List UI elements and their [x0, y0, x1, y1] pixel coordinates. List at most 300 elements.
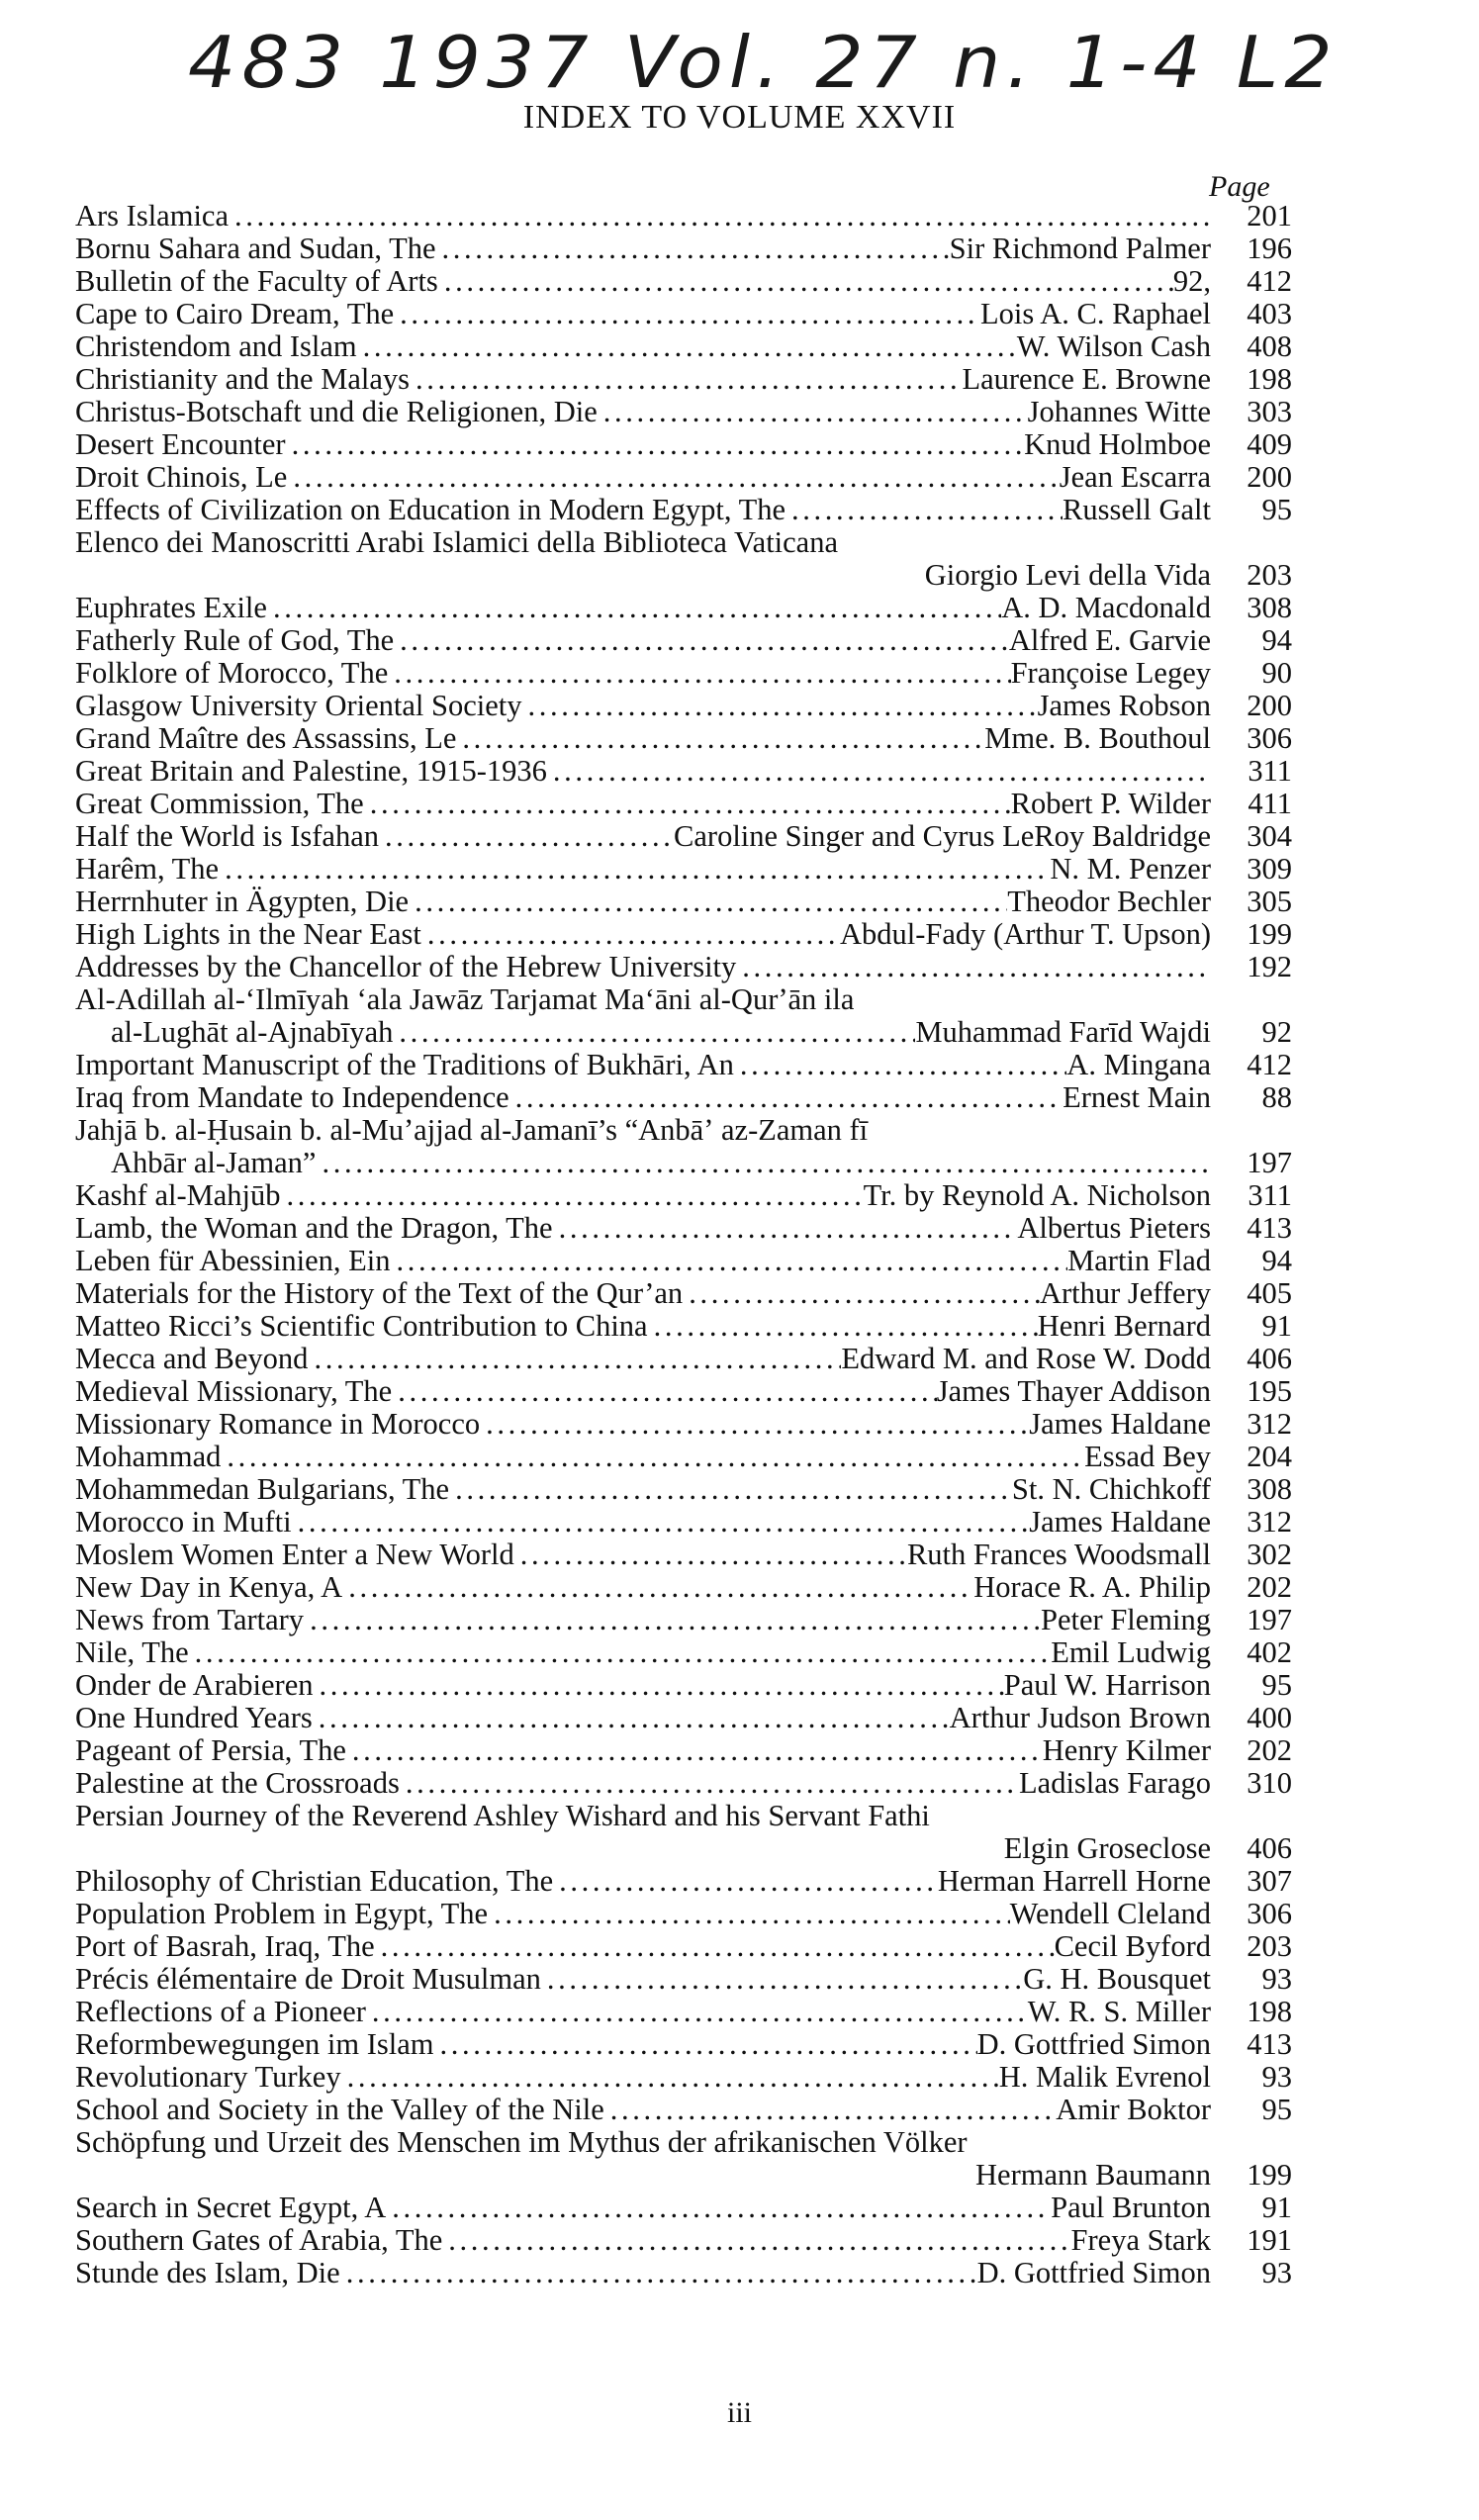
entry-author: Peter Fleming: [1041, 1603, 1211, 1636]
entry-title: Ars Islamica: [75, 199, 229, 233]
dot-leader: [342, 1571, 973, 1604]
entry-title: Onder de Arabieren: [75, 1668, 314, 1702]
entry-author: Edward M. and Rose W. Dodd: [841, 1342, 1211, 1375]
dot-leader: [521, 690, 1037, 722]
dot-leader: [341, 2061, 999, 2094]
index-entry: [75, 1800, 1292, 1832]
entry-title: Palestine at the Crossroads: [75, 1766, 400, 1800]
entry-page: 94: [1261, 623, 1292, 657]
dot-leader: [375, 1930, 1055, 1963]
dot-leader: [219, 853, 1050, 886]
entry-title: Glasgow University Oriental Society: [75, 689, 522, 722]
index-entry: [75, 1408, 1292, 1441]
entry-author: A. Mingana: [1066, 1048, 1211, 1081]
entry-page: 192: [1247, 950, 1292, 983]
entry-author: G. H. Bousquet: [1023, 1962, 1211, 1996]
entry-author: Knud Holmboe: [1024, 427, 1211, 461]
index-entry: [75, 983, 1292, 1016]
entry-page: 191: [1247, 2223, 1292, 2257]
index-entry: [75, 461, 1292, 494]
entry-page: 200: [1247, 460, 1292, 494]
dot-leader: [438, 265, 1173, 298]
entry-page: 95: [1261, 2093, 1292, 2126]
entry-title: Philosophy of Christian Education, The: [75, 1864, 554, 1898]
index-entry: [75, 1081, 1292, 1114]
entry-author: Arthur Jeffery: [1039, 1276, 1211, 1310]
entry-page: 93: [1261, 2060, 1292, 2094]
entry-author: D. Gottfried Simon: [976, 2256, 1211, 2289]
index-entry: [75, 330, 1292, 363]
index-entry: [75, 722, 1292, 755]
dot-leader: [390, 1245, 1067, 1277]
entry-title: Reflections of a Pioneer: [75, 1995, 366, 2028]
entry-page: 91: [1261, 2191, 1292, 2224]
dot-leader: [409, 886, 1007, 918]
entry-page: 403: [1247, 297, 1292, 330]
dot-leader: [509, 1081, 1063, 1114]
index-entry: [75, 1506, 1292, 1539]
index-entry: [75, 657, 1292, 690]
entry-page: 90: [1261, 656, 1292, 690]
index-entry: [75, 592, 1292, 624]
dot-leader: [286, 428, 1025, 461]
entry-author: Russell Galt: [1063, 493, 1211, 526]
index-entry: [75, 1212, 1292, 1245]
entry-page: 413: [1247, 1211, 1292, 1245]
entry-page: 413: [1247, 2027, 1292, 2061]
dot-leader: [393, 1016, 915, 1049]
entry-title: Droit Chinois, Le: [75, 460, 288, 494]
index-entry: [75, 1767, 1292, 1800]
entry-page: 203: [1247, 1929, 1292, 1963]
index-entry: [75, 1702, 1292, 1734]
entry-title: Desert Encounter: [75, 427, 286, 461]
entry-author: Ladislas Farago: [1019, 1766, 1211, 1800]
entry-author: Hermann Baumann: [975, 2158, 1211, 2192]
entry-author: N. M. Penzer: [1050, 852, 1211, 886]
index-entry: [75, 2061, 1292, 2094]
index-entry: [75, 918, 1292, 951]
entry-title: Morocco in Mufti: [75, 1505, 292, 1539]
entry-title: Great Britain and Palestine, 1915-1936: [75, 754, 547, 788]
dot-leader: [442, 2224, 1070, 2257]
entry-page: 311: [1248, 1178, 1292, 1212]
entry-page: 197: [1247, 1603, 1292, 1636]
index-entry: [75, 1473, 1292, 1506]
entry-title: Materials for the History of the Text of the Qur’an: [75, 1276, 684, 1310]
entry-page: 408: [1247, 329, 1292, 363]
entry-author: D. Gottfried Simon: [976, 2027, 1211, 2061]
entry-page: 198: [1247, 1995, 1292, 2028]
index-entry: [75, 2094, 1292, 2126]
entry-title: Population Problem in Egypt, The: [75, 1897, 489, 1930]
index-entry: [75, 1245, 1292, 1277]
entry-title: Effects of Civilization on Education in Modern Egypt, The: [75, 493, 786, 526]
dot-leader: [292, 1506, 1030, 1539]
entry-page: 412: [1247, 264, 1292, 298]
dot-leader: [281, 1179, 864, 1212]
entry-page: 308: [1247, 591, 1292, 624]
index-entry: [75, 2159, 1292, 2192]
page-number: iii: [726, 2396, 752, 2429]
dot-leader: [488, 1898, 1010, 1930]
entry-author: A. D. Macdonald: [1001, 591, 1211, 624]
entry-title: Great Commission, The: [75, 787, 364, 820]
entry-author: James Haldane: [1029, 1407, 1211, 1441]
index-entry: [75, 1996, 1292, 2028]
dot-leader: [436, 233, 950, 265]
entry-title: Elenco dei Manoscritti Arabi Islamici della Biblioteca Vaticana: [75, 525, 839, 559]
index-entry: [75, 526, 1292, 559]
entry-title: Ahbār al-Jaman”: [111, 1146, 317, 1179]
entry-title: News from Tartary: [75, 1603, 305, 1636]
entry-page: 310: [1247, 1766, 1292, 1800]
entry-title: Fatherly Rule of God, The: [75, 623, 395, 657]
entry-title: Jahjā b. al-Ḥusain b. al-Muʼajjad al-Jamanī’s “Anbāʼ az-Zaman fī: [75, 1113, 869, 1147]
index-list: [75, 200, 1292, 2289]
entry-author: Johannes Witte: [1027, 395, 1211, 428]
index-entry: [75, 951, 1292, 983]
index-entry: [75, 886, 1292, 918]
dot-leader: [553, 1865, 938, 1898]
dot-leader: [400, 1767, 1019, 1800]
dot-leader: [786, 494, 1063, 526]
entry-title: Mohammad: [75, 1440, 222, 1473]
entry-author: W. R. S. Miller: [1027, 1995, 1211, 2028]
page-title: INDEX TO VOLUME XXVII: [522, 99, 957, 136]
page-column-header: Page: [1209, 170, 1270, 203]
entry-author: Cecil Byford: [1054, 1929, 1211, 1963]
entry-page: 312: [1247, 1407, 1292, 1441]
index-entry: [75, 1375, 1292, 1408]
dot-leader: [734, 1049, 1066, 1081]
dot-leader: [736, 951, 1211, 983]
entry-title: Search in Secret Egypt, A: [75, 2191, 387, 2224]
dot-leader: [541, 1963, 1023, 1996]
index-entry: [75, 1669, 1292, 1702]
entry-title: Bornu Sahara and Sudan, The: [75, 232, 436, 265]
dot-leader: [287, 461, 1059, 494]
entry-author: Elgin Groseclose: [1003, 1831, 1211, 1865]
index-entry: [75, 298, 1292, 330]
entry-page: 303: [1247, 395, 1292, 428]
dot-leader: [598, 396, 1028, 428]
index-entry: [75, 788, 1292, 820]
entry-page: 93: [1261, 1962, 1292, 1996]
dot-leader: [221, 1441, 1084, 1473]
entry-title: Nile, The: [75, 1635, 189, 1669]
index-entry: [75, 1604, 1292, 1636]
entry-title: Stunde des Islam, Die: [75, 2256, 340, 2289]
index-entry: [75, 200, 1292, 233]
entry-page: 94: [1261, 1244, 1292, 1277]
dot-leader: [449, 1473, 1012, 1506]
entry-page: 200: [1247, 689, 1292, 722]
dot-leader: [480, 1408, 1029, 1441]
entry-title: Lamb, the Woman and the Dragon, The: [75, 1211, 553, 1245]
index-entry: [75, 2126, 1292, 2159]
entry-author: Abdul-Fady (Arthur T. Upson): [840, 917, 1211, 951]
entry-page: 88: [1261, 1080, 1292, 1114]
index-entry: [75, 1343, 1292, 1375]
index-entry: [75, 1539, 1292, 1571]
entry-author: Herman Harrell Horne: [937, 1864, 1211, 1898]
index-entry: [75, 1832, 1292, 1865]
entry-title: Port of Basrah, Iraq, The: [75, 1929, 375, 1963]
dot-leader: [340, 2257, 977, 2289]
entry-title: Reformbewegungen im Islam: [75, 2027, 434, 2061]
entry-author: Arthur Judson Brown: [949, 1701, 1211, 1734]
entry-author: Alfred E. Garvie: [1008, 623, 1211, 657]
dot-leader: [379, 820, 674, 853]
index-entry: [75, 233, 1292, 265]
dot-leader: [421, 918, 840, 951]
index-entry: [75, 624, 1292, 657]
dot-leader: [648, 1310, 1038, 1343]
entry-author: Freya Stark: [1070, 2223, 1211, 2257]
entry-title: Bulletin of the Faculty of Arts: [75, 264, 438, 298]
index-entry: [75, 363, 1292, 396]
entry-title: Southern Gates of Arabia, The: [75, 2223, 443, 2257]
entry-page: 312: [1247, 1505, 1292, 1539]
entry-title: Leben für Abessinien, Ein: [75, 1244, 391, 1277]
dot-leader: [364, 788, 1011, 820]
entry-page: 201: [1247, 199, 1292, 233]
index-entry: [75, 1930, 1292, 1963]
entry-title: Christianity and the Malays: [75, 362, 410, 396]
index-entry: [75, 690, 1292, 722]
entry-author: Caroline Singer and Cyrus LeRoy Baldridge: [674, 819, 1211, 853]
entry-title: Schöpfung und Urzeit des Menschen im Mythus der afrikanischen Völker: [75, 2125, 968, 2159]
entry-title: Important Manuscript of the Traditions of Bukhāri, An: [75, 1048, 734, 1081]
entry-author: Horace R. A. Philip: [973, 1570, 1211, 1604]
entry-title: Matteo Ricci’s Scientific Contribution to China: [75, 1309, 648, 1343]
dot-leader: [394, 298, 980, 330]
entry-author: W. Wilson Cash: [1016, 329, 1211, 363]
index-entry: [75, 559, 1292, 592]
entry-author: H. Malik Evrenol: [998, 2060, 1211, 2094]
entry-author: Mme. B. Bouthoul: [984, 721, 1211, 755]
entry-author: St. N. Chichkoff: [1011, 1472, 1211, 1506]
entry-page: 95: [1261, 493, 1292, 526]
entry-title: Christendom and Islam: [75, 329, 357, 363]
index-entry: [75, 1277, 1292, 1310]
entry-title: Euphrates Exile: [75, 591, 267, 624]
dot-leader: [304, 1604, 1041, 1636]
entry-author: Lois A. C. Raphael: [980, 297, 1211, 330]
entry-title: Herrnhuter in Ägypten, Die: [75, 885, 410, 918]
index-entry: [75, 2257, 1292, 2289]
dot-leader: [514, 1539, 907, 1571]
entry-page: 195: [1247, 1374, 1292, 1408]
dot-leader: [229, 200, 1211, 233]
entry-title: Christus-Botschaft und die Religionen, Die: [75, 395, 598, 428]
dot-leader: [434, 2028, 977, 2061]
entry-page: 311: [1248, 754, 1292, 788]
entry-title: Folklore of Morocco, The: [75, 656, 389, 690]
entry-page: 306: [1247, 1897, 1292, 1930]
entry-title: Persian Journey of the Reverend Ashley Wishard and his Servant Fathi: [75, 1799, 930, 1832]
entry-author: Paul W. Harrison: [1003, 1668, 1211, 1702]
entry-page: 95: [1261, 1668, 1292, 1702]
dot-leader: [410, 363, 962, 396]
entry-page: 198: [1247, 362, 1292, 396]
entry-page: 199: [1247, 2158, 1292, 2192]
entry-page: 412: [1247, 1048, 1292, 1081]
entry-title: Mecca and Beyond: [75, 1342, 309, 1375]
dot-leader: [683, 1277, 1040, 1310]
index-entry: [75, 1571, 1292, 1604]
index-entry: [75, 755, 1292, 788]
index-entry: [75, 396, 1292, 428]
entry-page: 306: [1247, 721, 1292, 755]
index-entry: [75, 1734, 1292, 1767]
entry-page: 203: [1247, 558, 1292, 592]
entry-page: 411: [1248, 787, 1292, 820]
index-entry: [75, 1114, 1292, 1147]
entry-page: 309: [1247, 852, 1292, 886]
entry-author: Emil Ludwig: [1051, 1635, 1211, 1669]
entry-title: Kashf al-Mahjūb: [75, 1178, 281, 1212]
entry-author: Theodor Bechler: [1007, 885, 1211, 918]
entry-page: 196: [1247, 232, 1292, 265]
entry-author: Albertus Pieters: [1017, 1211, 1211, 1245]
dot-leader: [456, 722, 984, 755]
entry-author: Sir Richmond Palmer: [949, 232, 1211, 265]
entry-title: One Hundred Years: [75, 1701, 313, 1734]
index-entry: [75, 1636, 1292, 1669]
index-entry: [75, 853, 1292, 886]
dot-leader: [388, 657, 1010, 690]
entry-page: 91: [1261, 1309, 1292, 1343]
entry-page: 305: [1247, 885, 1292, 918]
entry-page: 406: [1247, 1342, 1292, 1375]
entry-page: 202: [1247, 1570, 1292, 1604]
entry-page: 406: [1247, 1831, 1292, 1865]
index-entry: [75, 1016, 1292, 1049]
index-entry: [75, 2028, 1292, 2061]
entry-author: Martin Flad: [1067, 1244, 1211, 1277]
entry-page: 302: [1247, 1538, 1292, 1571]
entry-page: 308: [1247, 1472, 1292, 1506]
index-entry: [75, 820, 1292, 853]
index-entry: [75, 1898, 1292, 1930]
entry-title: Addresses by the Chancellor of the Hebrew University: [75, 950, 737, 983]
entry-title: Cape to Cairo Dream, The: [75, 297, 395, 330]
entry-page: 400: [1247, 1701, 1292, 1734]
entry-page: 304: [1247, 819, 1292, 853]
entry-title: Harêm, The: [75, 852, 220, 886]
entry-page: 204: [1247, 1440, 1292, 1473]
entry-title: Revolutionary Turkey: [75, 2060, 341, 2094]
entry-title: Al-Adillah al-ʻIlmīyah ʻala Jawāz Tarjamat Maʻāni al-Qurʼān ila: [75, 982, 855, 1016]
index-entry: [75, 1049, 1292, 1081]
index-entry: [75, 1310, 1292, 1343]
entry-author: James Robson: [1037, 689, 1211, 722]
entry-page: 307: [1247, 1864, 1292, 1898]
index-entry: [75, 1963, 1292, 1996]
entry-title: Mohammedan Bulgarians, The: [75, 1472, 450, 1506]
dot-leader: [604, 2094, 1056, 2126]
entry-page: 197: [1247, 1146, 1292, 1179]
entry-title: Iraq from Mandate to Independence: [75, 1080, 509, 1114]
entry-page: 409: [1247, 427, 1292, 461]
entry-author: Laurence E. Browne: [962, 362, 1211, 396]
entry-title: Half the World is Isfahan: [75, 819, 379, 853]
index-entry: [75, 1179, 1292, 1212]
dot-leader: [267, 592, 1001, 624]
entry-author: James Thayer Addison: [936, 1374, 1211, 1408]
dot-leader: [386, 2192, 1051, 2224]
entry-author: Ruth Frances Woodsmall: [906, 1538, 1211, 1571]
dot-leader: [553, 1212, 1018, 1245]
entry-author: Giorgio Levi della Vida: [924, 558, 1211, 592]
dot-leader: [357, 330, 1017, 363]
dot-leader: [308, 1343, 841, 1375]
index-entry: [75, 494, 1292, 526]
entry-author: Wendell Cleland: [1009, 1897, 1211, 1930]
entry-author: Essad Bey: [1084, 1440, 1211, 1473]
entry-author: 92,: [1172, 264, 1211, 298]
entry-page: 202: [1247, 1733, 1292, 1767]
entry-author: Tr. by Reynold A. Nicholson: [863, 1178, 1211, 1212]
entry-author: Muhammad Farīd Wajdi: [915, 1015, 1211, 1049]
entry-page: 92: [1261, 1015, 1292, 1049]
entry-author: Paul Brunton: [1051, 2191, 1211, 2224]
dot-leader: [346, 1734, 1043, 1767]
dot-leader: [366, 1996, 1028, 2028]
entry-author: Amir Boktor: [1056, 2093, 1211, 2126]
dot-leader: [316, 1147, 1211, 1179]
entry-title: al-Lughāt al-Ajnabīyah: [111, 1015, 394, 1049]
entry-title: High Lights in the Near East: [75, 917, 421, 951]
entry-author: Henry Kilmer: [1042, 1733, 1211, 1767]
entry-title: Précis élémentaire de Droit Musulman: [75, 1962, 541, 1996]
entry-author: Ernest Main: [1063, 1080, 1211, 1114]
index-entry: [75, 428, 1292, 461]
index-entry: [75, 265, 1292, 298]
entry-author: Jean Escarra: [1059, 460, 1211, 494]
entry-title: Moslem Women Enter a New World: [75, 1538, 514, 1571]
index-entry: [75, 2224, 1292, 2257]
dot-leader: [313, 1702, 950, 1734]
entry-title: Missionary Romance in Morocco: [75, 1407, 481, 1441]
handwritten-annotation: 483 1937 Vol. 27 n. 1-4 L2: [188, 20, 1339, 105]
dot-leader: [314, 1669, 1004, 1702]
entry-author: Robert P. Wilder: [1010, 787, 1211, 820]
dot-leader: [392, 1375, 937, 1408]
index-entry: [75, 1147, 1292, 1179]
entry-title: Medieval Missionary, The: [75, 1374, 393, 1408]
entry-page: 93: [1261, 2256, 1292, 2289]
entry-page: 199: [1247, 917, 1292, 951]
entry-author: James Haldane: [1029, 1505, 1211, 1539]
index-entry: [75, 2192, 1292, 2224]
entry-title: School and Society in the Valley of the Nile: [75, 2093, 604, 2126]
index-entry: [75, 1865, 1292, 1898]
entry-page: 402: [1247, 1635, 1292, 1669]
index-entry: [75, 1441, 1292, 1473]
dot-leader: [547, 755, 1211, 788]
entry-title: Grand Maître des Assassins, Le: [75, 721, 457, 755]
entry-title: New Day in Kenya, A: [75, 1570, 343, 1604]
entry-author: Françoise Legey: [1010, 656, 1211, 690]
dot-leader: [189, 1636, 1052, 1669]
entry-page: 405: [1247, 1276, 1292, 1310]
entry-title: Pageant of Persia, The: [75, 1733, 346, 1767]
entry-author: Henri Bernard: [1037, 1309, 1211, 1343]
dot-leader: [394, 624, 1009, 657]
